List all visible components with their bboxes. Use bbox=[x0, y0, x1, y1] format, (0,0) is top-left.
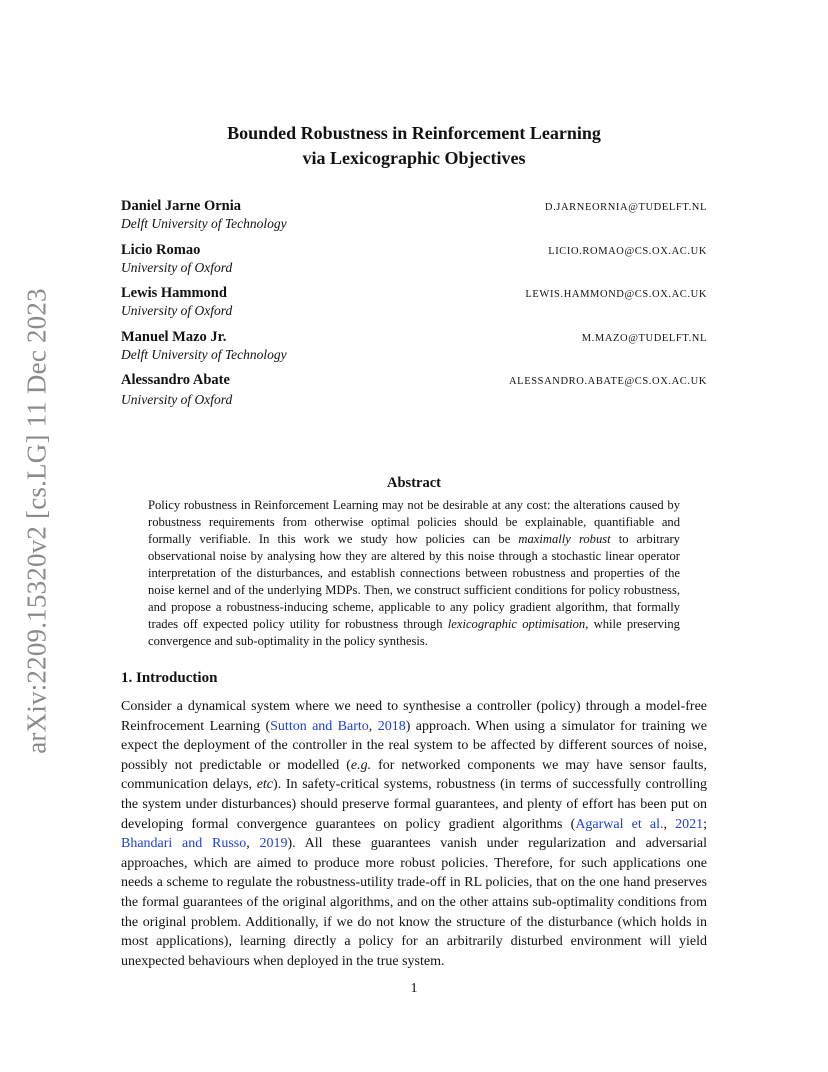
author-name: Alessandro Abate bbox=[121, 372, 230, 388]
intro-text: for networked components we may have sensor faults, communication delays, bbox=[121, 757, 707, 793]
author-block bbox=[121, 329, 707, 373]
title-line-2: via Lexicographic Objectives bbox=[302, 148, 526, 168]
abstract-emphasis: lexicographic optimisation bbox=[447, 617, 586, 631]
intro-text: ). All these guarantees vanish under regularization and adversarial approaches, which are aimed to produce more robust policies. Therefore, for such applications one needs a scheme to regulate the robustness-utility trade-off in RL policies, that on the one hand preserves the formal guarantees of the original algorithms, and on the other attains sub-optimality conditions from the original problem. Additionally, if we do not know the structure of the disturbance (which holds in most applications), learning directly a policy for an arbitrarily disturbed environment will yield unexpected behaviours when deployed in the true system. bbox=[121, 836, 708, 969]
citation-link[interactable]: Agarwal et al. bbox=[575, 816, 664, 832]
intro-emphasis: etc bbox=[256, 777, 274, 793]
author-email[interactable]: ALESSANDRO.ABATE@CS.OX.AC.UK bbox=[509, 376, 707, 387]
intro-text: ) approach. When using a simulator for training we expect the deployment of the controller in the real system to be affected by different sources of noise, possibly not predictable or modelled ( bbox=[121, 718, 707, 773]
paper-title bbox=[120, 121, 708, 171]
citation-link[interactable]: Bhandari and Russo bbox=[121, 836, 247, 852]
abstract-text-part: to arbitrary observational noise by analysing how they are altered by this noise through a stochastic linear operator interpretation of the disturbances, and establish connections between robustness and properties of the noise kernel and of the underlying MDPs. Then, we construct sufficient conditions for policy robustness, and propose a robustness-inducing scheme, applicable to any policy gradient algorithm, that formally trades off expected policy utility for robustness through bbox=[148, 532, 680, 631]
author-affiliation: Delft University of Technology bbox=[121, 216, 287, 231]
author-list bbox=[121, 198, 707, 422]
author-affiliation: University of Oxford bbox=[121, 303, 233, 318]
arxiv-sidebar bbox=[18, 282, 56, 760]
citation-link[interactable]: 2021 bbox=[675, 816, 704, 832]
author-block bbox=[121, 372, 707, 422]
intro-text: ). In safety-critical systems, robustness (in terms of successfully controlling the system under disturbances) should preserve formal guarantees, and plenty of effort has been put on developing formal convergence guarantees on policy gradient algorithms ( bbox=[121, 777, 707, 832]
author-name: Manuel Mazo Jr. bbox=[121, 328, 227, 345]
arxiv-identifier: arXiv:2209.15320v2 [cs.LG] 11 Dec 2023 bbox=[21, 288, 52, 754]
abstract-heading: Abstract bbox=[387, 475, 441, 491]
abstract-text bbox=[148, 497, 680, 650]
author-name: Daniel Jarne Ornia bbox=[121, 198, 242, 214]
author-email[interactable]: D.JARNEORNIA@TUDELFT.NL bbox=[544, 202, 707, 213]
abstract-emphasis: maximally robust bbox=[518, 532, 611, 546]
citation-link[interactable]: 2018 bbox=[377, 718, 406, 734]
author-block bbox=[121, 285, 707, 329]
author-block bbox=[121, 198, 707, 242]
author-block bbox=[121, 242, 707, 286]
intro-emphasis: e.g. bbox=[350, 757, 372, 773]
author-email[interactable]: M.MAZO@TUDELFT.NL bbox=[581, 332, 707, 344]
section-heading-introduction: 1. Introduction bbox=[121, 670, 218, 686]
introduction-paragraph: Consider a dynamical system where we need to synthesise a controller (policy) through a model-free Reinfrocement Learning (Sutton and Barto, 2018) approach. When using a simulator for training we expect the deployment of the controller in the real system to be affected by different sources of noise, possibly not predictable or modelled (e.g. for networked components we may have sensor faults, communication delays, etc). In safety-critical systems, robustness (in terms of successfully controlling the system under disturbances) should preserve formal guarantees, and plenty of effort has been put on developing formal convergence guarantees on policy gradient algorithms (Agarwal et al., 2021; Bhandari and Russo, 2019). All these guarantees vanish under regularization and adversarial approaches, which are aimed to produce more robust policies. Therefore, for such applications one needs a scheme to regulate the robustness-utility trade-off in RL policies, that on the one hand preserves the formal guarantees of the original algorithms, and on the other attains sub-optimality conditions from the original problem. Additionally, if we do not know the structure of the disturbance (which holds in most applications), learning directly a policy for an arbitrarily disturbed environment will yield unexpected behaviours when deployed in the true system. bbox=[121, 699, 708, 969]
intro-text: Consider a dynamical system where we need to synthesise a controller (policy) through a model-free Reinfrocement Learning ( bbox=[121, 699, 707, 734]
author-email[interactable]: LICIO.ROMAO@CS.OX.AC.UK bbox=[548, 245, 707, 257]
author-affiliation: University of Oxford bbox=[121, 259, 233, 275]
author-email[interactable]: LEWIS.HAMMOND@CS.OX.AC.UK bbox=[525, 289, 707, 300]
page-number: 1 bbox=[410, 981, 418, 996]
abstract-text-part: Policy robustness in Reinforcement Learning may not be desirable at any cost: the alterations caused by robustness requirements from otherwise optimal policies should be explainable, quantifiable and formally verifiable. In this work we study how policies can be bbox=[148, 498, 680, 546]
author-name: Lewis Hammond bbox=[121, 285, 227, 301]
abstract-text-part: , while preserving convergence and sub-optimality in the policy synthesis. bbox=[148, 617, 680, 648]
author-affiliation: University of Oxford bbox=[121, 392, 233, 407]
title-line-1: Bounded Robustness in Reinforcement Learning bbox=[227, 123, 601, 143]
author-affiliation: Delft University of Technology bbox=[121, 346, 287, 362]
citation-link[interactable]: Sutton and Barto bbox=[270, 718, 369, 734]
author-name: Licio Romao bbox=[121, 241, 201, 258]
citation-link[interactable]: 2019 bbox=[259, 836, 288, 852]
